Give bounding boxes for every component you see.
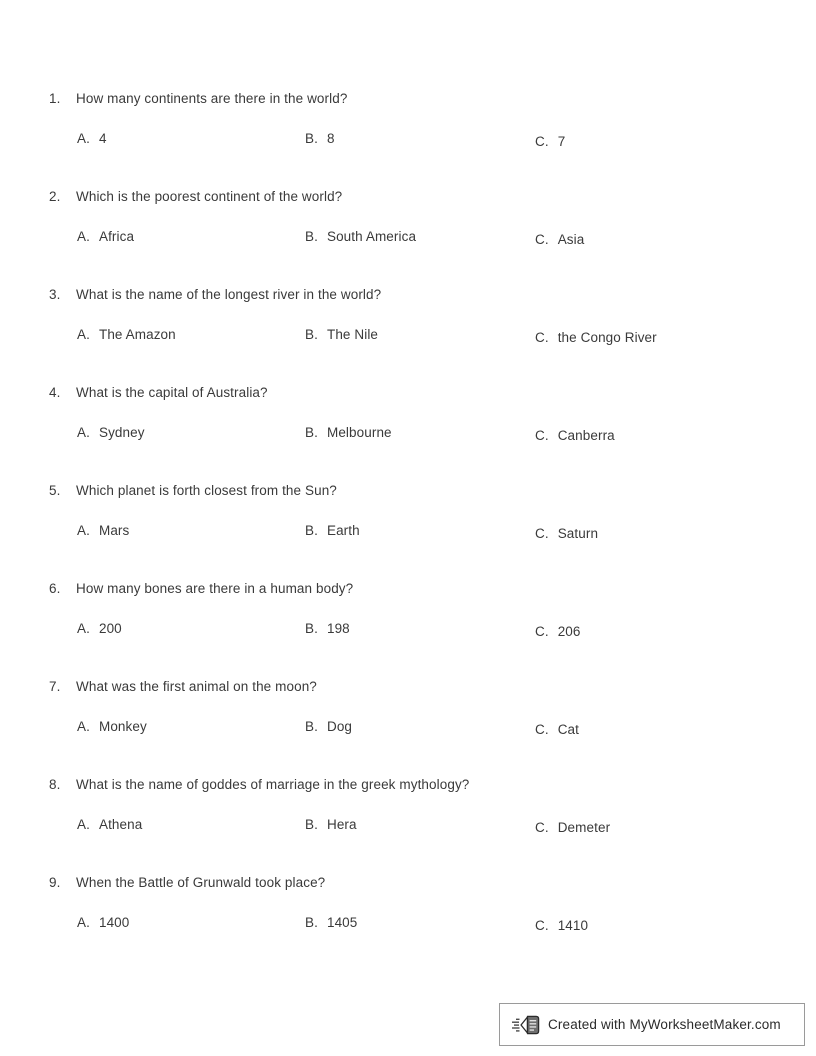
option-row [0, 914, 816, 944]
option-letter: B. [305, 621, 318, 636]
option-text: Athena [98, 817, 143, 832]
question-line [49, 482, 776, 499]
option-row [0, 326, 816, 356]
created-with-badge[interactable] [499, 1003, 805, 1046]
option-text: 7 [557, 134, 566, 149]
option-text: Canberra [557, 428, 615, 443]
question-text: How many bones are there in a human body? [76, 581, 354, 596]
option-text: Demeter [557, 820, 611, 835]
answer-option[interactable] [77, 228, 134, 245]
option-letter: A. [77, 229, 90, 244]
question-number: 2. [49, 189, 61, 204]
option-text: 8 [326, 131, 335, 146]
option-row [0, 718, 816, 748]
answer-option[interactable] [535, 329, 657, 346]
option-text: Mars [98, 523, 130, 538]
answer-option[interactable] [535, 231, 584, 248]
option-text: Sydney [98, 425, 145, 440]
option-text: 1405 [326, 915, 358, 930]
question-line [49, 188, 776, 205]
question-line [49, 286, 776, 303]
answer-option[interactable] [305, 228, 416, 245]
answer-option[interactable] [305, 522, 360, 539]
question-line [49, 776, 776, 793]
question-list [0, 90, 816, 972]
option-text: The Nile [326, 327, 379, 342]
option-letter: A. [77, 131, 90, 146]
answer-option[interactable] [305, 816, 357, 833]
answer-option[interactable] [77, 130, 107, 147]
option-letter: B. [305, 131, 318, 146]
answer-option[interactable] [77, 522, 129, 539]
question-block [0, 384, 816, 482]
option-letter: C. [535, 232, 549, 247]
option-text: Saturn [557, 526, 599, 541]
option-letter: C. [535, 722, 549, 737]
answer-option[interactable] [305, 914, 357, 931]
question-text: What is the name of goddes of marriage in the greek mythology? [76, 777, 470, 792]
option-row [0, 424, 816, 454]
option-letter: C. [535, 624, 549, 639]
question-number: 5. [49, 483, 61, 498]
question-block [0, 776, 816, 874]
question-line [49, 384, 776, 401]
answer-option[interactable] [77, 718, 147, 735]
question-text: How many continents are there in the world? [76, 91, 348, 106]
answer-option[interactable] [305, 130, 335, 147]
option-letter: C. [535, 820, 549, 835]
question-line [49, 678, 776, 695]
option-text: Cat [557, 722, 580, 737]
option-text: The Amazon [98, 327, 176, 342]
option-text: 200 [98, 621, 122, 636]
option-row [0, 620, 816, 650]
option-text: 4 [98, 131, 107, 146]
question-block [0, 580, 816, 678]
question-number: 9. [49, 875, 61, 890]
option-text: Asia [557, 232, 585, 247]
option-letter: C. [535, 428, 549, 443]
option-letter: A. [77, 327, 90, 342]
option-text: 1400 [98, 915, 130, 930]
question-number: 3. [49, 287, 61, 302]
question-line [49, 580, 776, 597]
option-text: Earth [326, 523, 360, 538]
answer-option[interactable] [77, 326, 176, 343]
answer-option[interactable] [305, 326, 378, 343]
answer-option[interactable] [77, 620, 122, 637]
option-letter: B. [305, 817, 318, 832]
option-letter: A. [77, 523, 90, 538]
option-letter: B. [305, 425, 318, 440]
question-text: What is the name of the longest river in the world? [76, 287, 382, 302]
answer-option[interactable] [535, 623, 581, 640]
option-row [0, 130, 816, 160]
option-text: Hera [326, 817, 357, 832]
option-text: the Congo River [557, 330, 657, 345]
option-text: 206 [557, 624, 581, 639]
question-line [49, 90, 776, 107]
question-block [0, 678, 816, 776]
question-number: 1. [49, 91, 61, 106]
option-letter: C. [535, 134, 549, 149]
question-line [49, 874, 776, 891]
question-number: 6. [49, 581, 61, 596]
question-text: Which planet is forth closest from the Sun? [76, 483, 337, 498]
myworksheetmaker-logo-icon [512, 1014, 542, 1036]
option-letter: C. [535, 526, 549, 541]
option-letter: A. [77, 621, 90, 636]
question-text: Which is the poorest continent of the world? [76, 189, 343, 204]
option-text: 1410 [557, 918, 589, 933]
question-block [0, 188, 816, 286]
option-letter: A. [77, 719, 90, 734]
option-text: Dog [326, 719, 353, 734]
question-block [0, 286, 816, 384]
badge-label: Created with MyWorksheetMaker.com [548, 1016, 781, 1032]
option-letter: C. [535, 330, 549, 345]
option-letter: A. [77, 817, 90, 832]
answer-option[interactable] [535, 525, 598, 542]
option-text: 198 [326, 621, 350, 636]
answer-option[interactable] [535, 133, 565, 150]
option-letter: A. [77, 425, 90, 440]
option-letter: B. [305, 229, 318, 244]
option-row [0, 228, 816, 258]
question-text: What was the first animal on the moon? [76, 679, 317, 694]
option-text: Melbourne [326, 425, 392, 440]
answer-option[interactable] [535, 721, 579, 738]
answer-option[interactable] [535, 427, 615, 444]
question-text: When the Battle of Grunwald took place? [76, 875, 326, 890]
answer-option[interactable] [77, 424, 145, 441]
question-block [0, 482, 816, 580]
option-text: Monkey [98, 719, 147, 734]
answer-option[interactable] [535, 917, 588, 934]
answer-option[interactable] [535, 819, 610, 836]
question-number: 7. [49, 679, 61, 694]
answer-option[interactable] [305, 620, 350, 637]
question-block [0, 90, 816, 188]
option-letter: B. [305, 523, 318, 538]
answer-option[interactable] [77, 914, 129, 931]
option-letter: B. [305, 915, 318, 930]
question-number: 8. [49, 777, 61, 792]
option-letter: C. [535, 918, 549, 933]
option-text: South America [326, 229, 417, 244]
question-text: What is the capital of Australia? [76, 385, 268, 400]
option-letter: B. [305, 719, 318, 734]
answer-option[interactable] [305, 718, 352, 735]
option-text: Africa [98, 229, 135, 244]
answer-option[interactable] [77, 816, 142, 833]
option-letter: B. [305, 327, 318, 342]
question-number: 4. [49, 385, 61, 400]
option-row [0, 522, 816, 552]
question-block [0, 874, 816, 972]
option-letter: A. [77, 915, 90, 930]
option-row [0, 816, 816, 846]
answer-option[interactable] [305, 424, 392, 441]
